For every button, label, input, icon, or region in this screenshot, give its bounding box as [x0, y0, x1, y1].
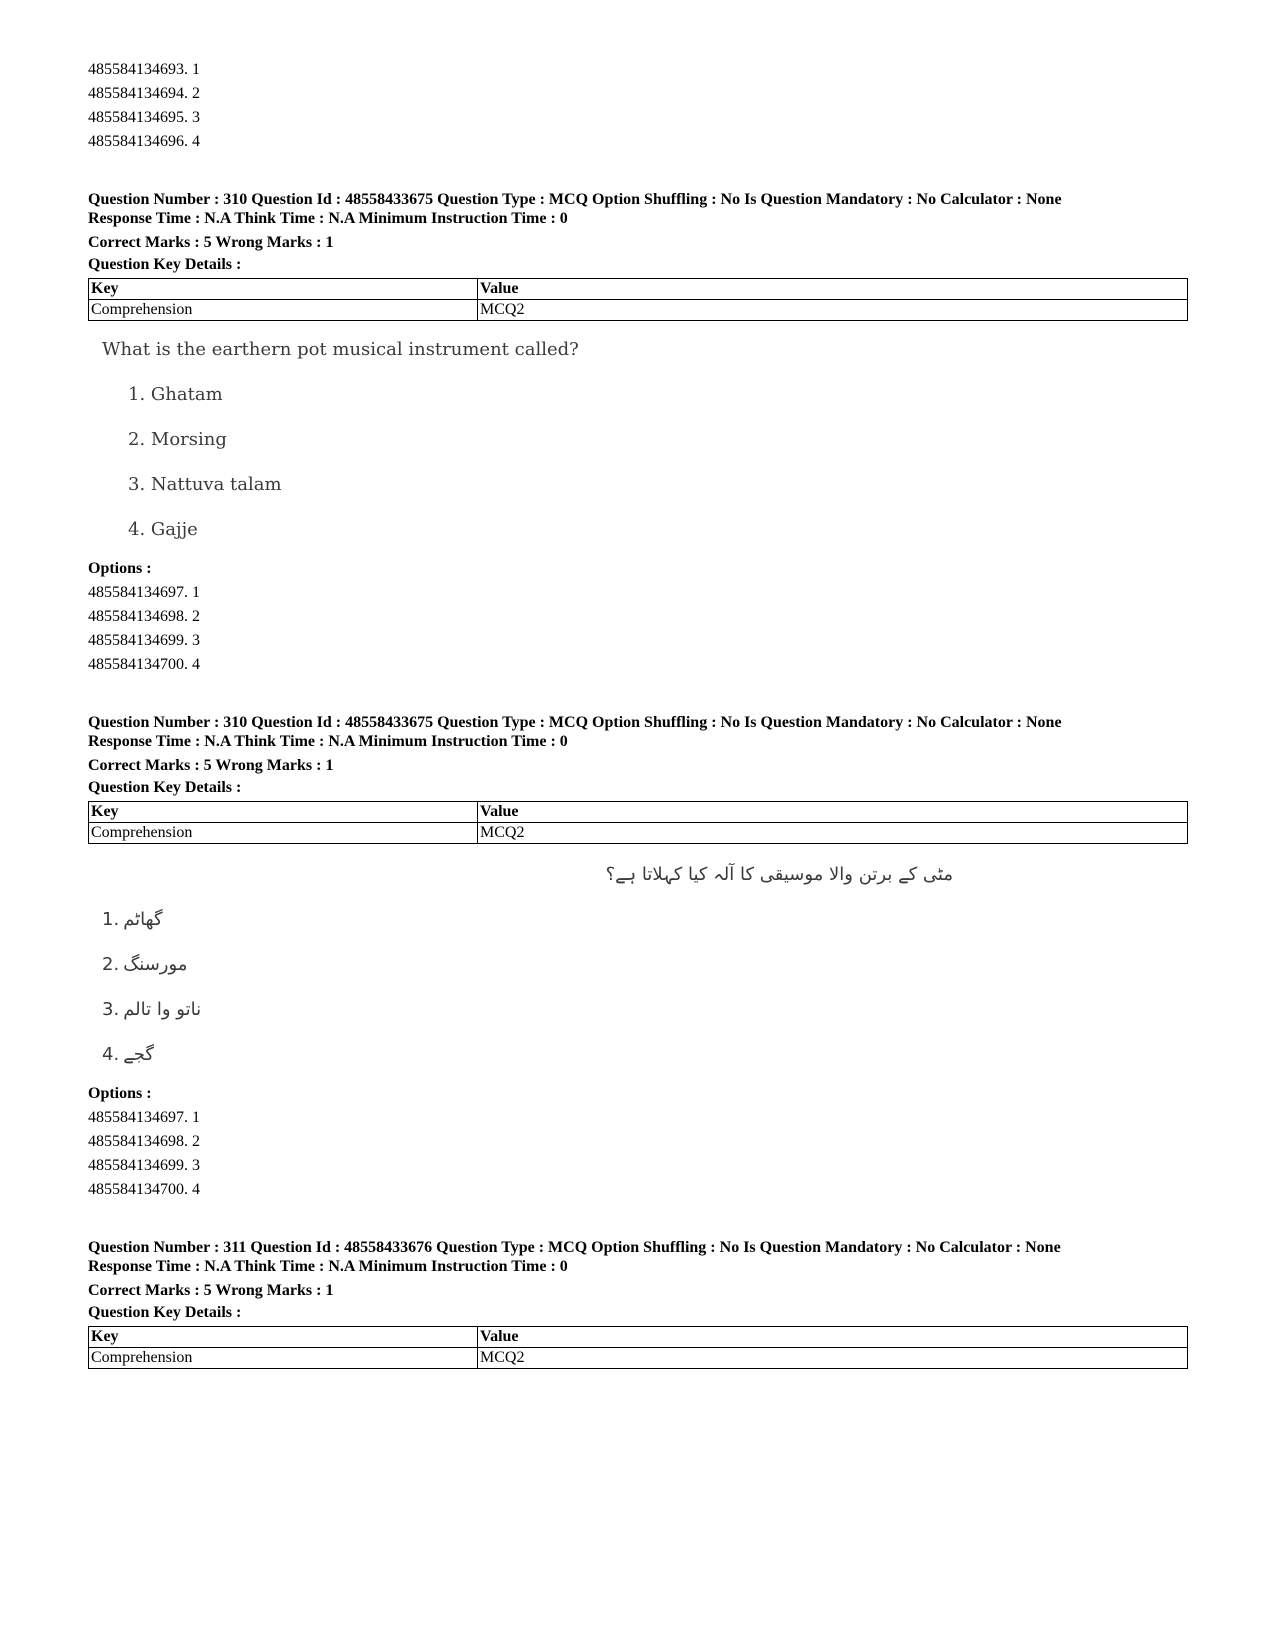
key-details-table — [88, 278, 1188, 321]
option-id-line: 485584134698. 2 — [88, 608, 200, 625]
answer-choice: 3. Nattuva talam — [128, 474, 282, 495]
answer-choice-number: 1. — [102, 909, 120, 930]
table-header-key: Key — [89, 1327, 478, 1348]
table-header-value: Value — [478, 1327, 1188, 1348]
option-id-line: 485584134698. 2 — [88, 1133, 200, 1150]
question-timing: Response Time : N.A Think Time : N.A Minimum Instruction Time : 0 — [88, 733, 568, 750]
answer-choice-text: ناتو وا تالم — [123, 999, 202, 1020]
table-header-row — [89, 1327, 1188, 1348]
option-id-line: 485584134693. 1 — [88, 61, 200, 78]
answer-choice-number: 4. — [102, 1044, 120, 1065]
question-block-310-english — [88, 190, 1188, 677]
table-row — [89, 823, 1188, 844]
question-text: مٹی کے برتن والا موسیقی کا آلہ کیا کہلاتا ہے؟ — [605, 864, 953, 885]
table-cell-key: Comprehension — [89, 823, 478, 844]
table-header-key: Key — [89, 802, 478, 823]
table-cell-value: MCQ2 — [478, 1348, 1188, 1369]
option-id-line: 485584134697. 1 — [88, 584, 200, 601]
question-marks: Correct Marks : 5 Wrong Marks : 1 — [88, 1282, 334, 1299]
answer-choice — [88, 1042, 1188, 1068]
option-id-line: 485584134700. 4 — [88, 1181, 200, 1198]
table-header-key: Key — [89, 279, 478, 300]
table-header-value: Value — [478, 802, 1188, 823]
answer-choice-text: گجے — [123, 1044, 154, 1065]
option-id-line: 485584134700. 4 — [88, 656, 200, 673]
table-header-value: Value — [478, 279, 1188, 300]
answer-choice-text: گھاٹم — [123, 909, 163, 930]
question-block-310-urdu — [88, 713, 1188, 1202]
options-label: Options : — [88, 1085, 152, 1102]
question-marks: Correct Marks : 5 Wrong Marks : 1 — [88, 757, 334, 774]
table-cell-key: Comprehension — [89, 300, 478, 321]
key-details-label: Question Key Details : — [88, 1304, 242, 1321]
key-details-table — [88, 801, 1188, 844]
options-label: Options : — [88, 560, 152, 577]
table-header-row — [89, 802, 1188, 823]
option-id-line: 485584134696. 4 — [88, 133, 200, 150]
table-cell-key: Comprehension — [89, 1348, 478, 1369]
answer-choice — [88, 907, 1188, 933]
option-id-line: 485584134697. 1 — [88, 1109, 200, 1126]
question-text: What is the earthern pot musical instrument called? — [102, 339, 579, 360]
option-id-line: 485584134699. 3 — [88, 1157, 200, 1174]
question-timing: Response Time : N.A Think Time : N.A Minimum Instruction Time : 0 — [88, 210, 568, 227]
answer-choice — [88, 997, 1188, 1023]
key-details-label: Question Key Details : — [88, 256, 242, 273]
table-cell-value: MCQ2 — [478, 823, 1188, 844]
option-id-line: 485584134699. 3 — [88, 632, 200, 649]
answer-choice: 1. Ghatam — [128, 384, 223, 405]
answer-choice-text: مورسنگ — [123, 954, 188, 975]
table-header-row — [89, 279, 1188, 300]
answer-choice: 4. Gajje — [128, 519, 198, 540]
question-marks: Correct Marks : 5 Wrong Marks : 1 — [88, 234, 334, 251]
answer-choice-number: 2. — [102, 954, 120, 975]
answer-choice — [88, 952, 1188, 978]
question-header: Question Number : 310 Question Id : 48558433675 Question Type : MCQ Option Shuffling : No Is Question Mandatory : No Calculator : None — [88, 191, 1062, 208]
key-details-label: Question Key Details : — [88, 779, 242, 796]
question-block-311 — [88, 1238, 1188, 1369]
table-cell-value: MCQ2 — [478, 300, 1188, 321]
answer-choice: 2. Morsing — [128, 429, 227, 450]
document-page — [88, 58, 1188, 1369]
question-image — [88, 862, 1188, 1068]
option-id-line: 485584134694. 2 — [88, 85, 200, 102]
question-header: Question Number : 311 Question Id : 48558433676 Question Type : MCQ Option Shuffling : No Is Question Mandatory : No Calculator : None — [88, 1239, 1061, 1256]
key-details-table — [88, 1326, 1188, 1369]
answer-choice-number: 3. — [102, 999, 120, 1020]
table-row — [89, 300, 1188, 321]
question-image — [88, 337, 1188, 543]
previous-options-list — [88, 58, 1188, 154]
table-row — [89, 1348, 1188, 1369]
question-timing: Response Time : N.A Think Time : N.A Minimum Instruction Time : 0 — [88, 1258, 568, 1275]
question-header: Question Number : 310 Question Id : 48558433675 Question Type : MCQ Option Shuffling : No Is Question Mandatory : No Calculator : None — [88, 714, 1062, 731]
option-id-line: 485584134695. 3 — [88, 109, 200, 126]
